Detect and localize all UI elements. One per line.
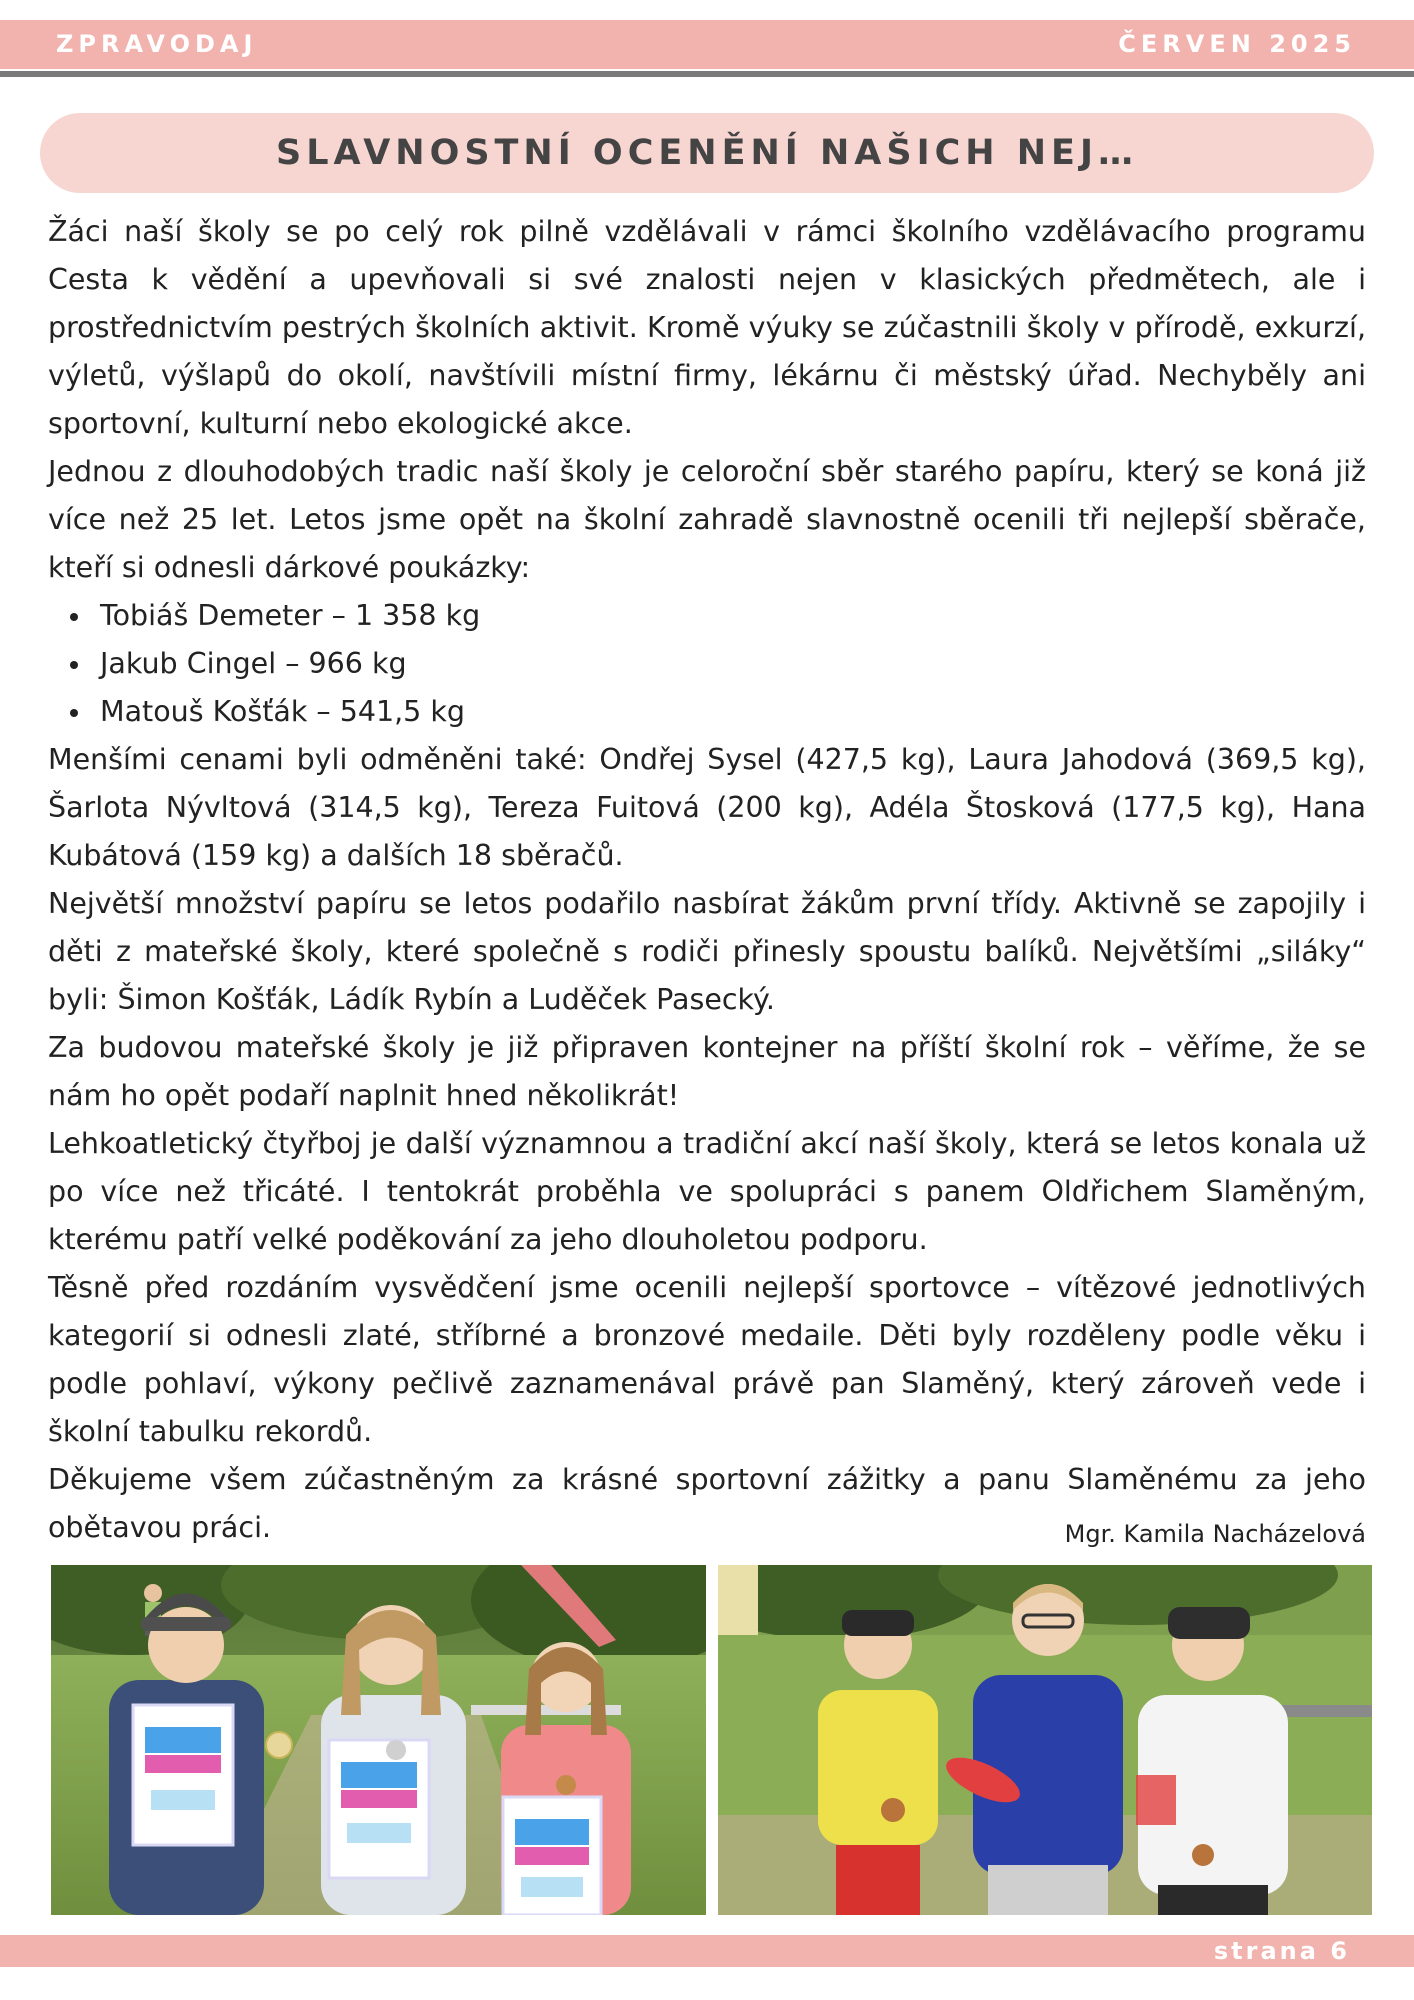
paragraph: Děkujeme všem zúčastněným za krásné sportovní zážitky a panu Slaměnému za jeho obětavou práci. (48, 1463, 1366, 1544)
list-item: Jakub Cingel – 966 kg (48, 640, 1366, 688)
photo-girls-illustration (51, 1565, 706, 1915)
paragraph: Lehkoatletický čtyřboj je další významnou a tradiční akcí naší školy, která se letos konala už po více než třicáté. I tentokrát proběhla ve spolupráci s panem Oldřichem Slaměným, kterému patří velké poděkování za jeho dlouholetou podporu. (48, 1127, 1366, 1256)
issue-date: ČERVEN 2025 (1118, 30, 1356, 58)
photo-boys-with-medals (718, 1565, 1372, 1915)
footer-band (0, 1935, 1414, 1967)
list-item: Tobiáš Demeter – 1 358 kg (48, 592, 1366, 640)
paragraph: Největší množství papíru se letos podařilo nasbírat žákům první třídy. Aktivně se zapojily i děti z mateřské školy, které společně s rodiči přinesly spoustu balíků. Největšími „siláky“ byli: Šimon Košťák, Ládík Rybín a Luděček Pasecký. (48, 887, 1366, 1016)
article-title: SLAVNOSTNÍ OCENĚNÍ NAŠICH NEJ… (40, 113, 1374, 193)
photo-boys-illustration (718, 1565, 1372, 1915)
newsletter-name: ZPRAVODAJ (56, 30, 258, 58)
list-item: Matouš Košťák – 541,5 kg (48, 688, 1366, 736)
paragraph: Jednou z dlouhodobých tradic naší školy je celoroční sběr starého papíru, který se koná již více než 25 let. Letos jsme opět na školní zahradě slavnostně ocenili tři nejlepší sběrače, kteří si odnesli dárkové poukázky: (48, 455, 1366, 584)
header-band (0, 20, 1414, 69)
winners-list (48, 592, 1366, 736)
paragraph: Žáci naší školy se po celý rok pilně vzdělávali v rámci školního vzdělávacího programu Cesta k vědění a upevňovali si své znalosti nejen v klasických předmětech, ale i prostřednictvím pestrých školních aktivit. Kromě výuky se zúčastnili školy v přírodě, exkurzí, výletů, výšlapů do okolí, navštívili místní firmy, lékárnu či městský úřad. Nechyběly ani sportovní, kulturní nebo ekologické akce. (48, 215, 1366, 440)
page-number: strana 6 (1213, 1937, 1350, 1965)
article-body (48, 208, 1366, 1552)
paragraph: Těsně před rozdáním vysvědčení jsme ocenili nejlepší sportovce – vítězové jednotlivých kategorií si odnesli zlaté, stříbrné a bronzové medaile. Děti byly rozděleny podle věku i podle pohlaví, výkony pečlivě zaznamenával právě pan Slaměný, který zároveň vede i školní tabulku rekordů. (48, 1271, 1366, 1448)
article-author: Mgr. Kamila Nacházelová (1064, 1520, 1366, 1548)
header-divider (0, 71, 1414, 77)
paragraph: Za budovou mateřské školy je již připraven kontejner na příští školní rok – věříme, že se nám ho opět podaří naplnit hned několikrát! (48, 1031, 1366, 1112)
paragraph: Menšími cenami byli odměněni také: Ondřej Sysel (427,5 kg), Laura Jahodová (369,5 kg), Šarlota Nývltová (314,5 kg), Tereza Fuitová (200 kg), Adéla Štosková (177,5 kg), Hana Kubátová (159 kg) a dalších 18 sběračů. (48, 743, 1366, 872)
photo-girls-with-diplomas (51, 1565, 706, 1915)
